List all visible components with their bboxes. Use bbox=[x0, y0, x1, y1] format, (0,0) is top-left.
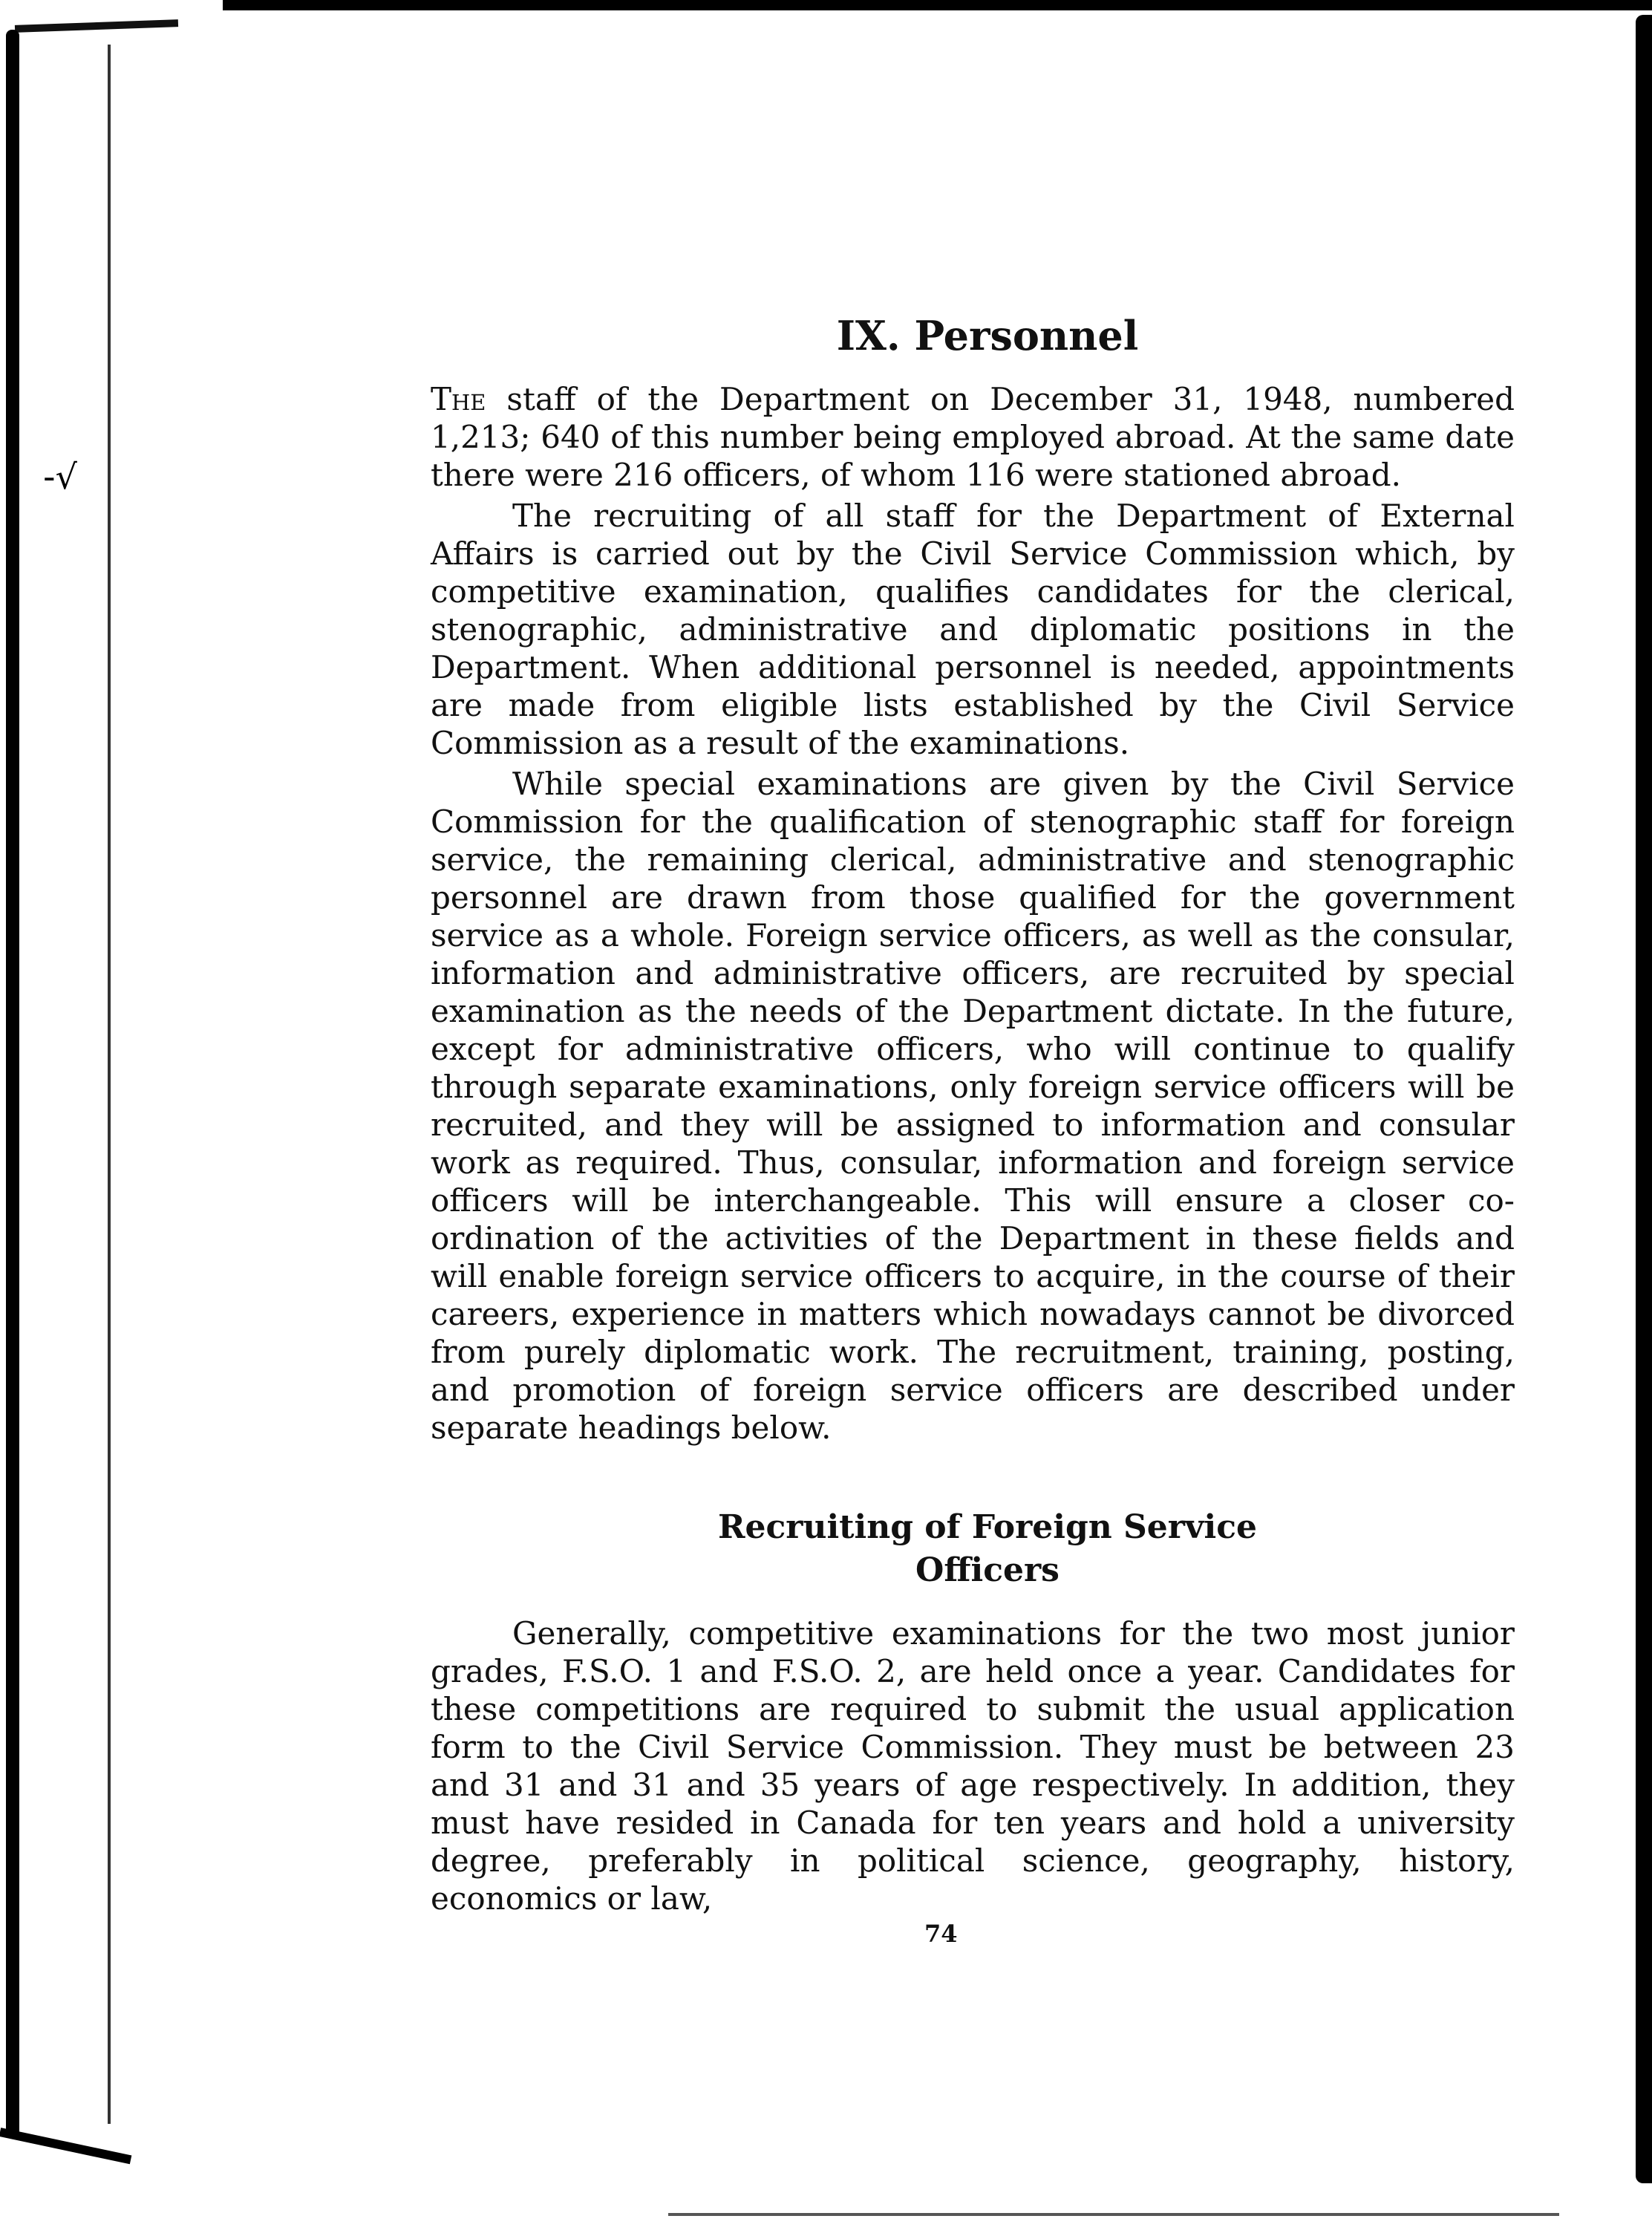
section-heading-line-1: Recruiting of Foreign Service bbox=[717, 1508, 1258, 1546]
page-edge-right bbox=[1636, 15, 1652, 2183]
page-edge-top bbox=[223, 0, 1652, 10]
section-paragraph: Generally, competitive examinations for the two most junior grades, F.S.O. 1 and F.S.O. 2, are held once a year. Candidates for these competitions are required to submit the usual application form to the Civil Service Commission. They must be between 23 and 31 and 31 and 35 years of age respectively. In addition, they must have resided in Canada for ten years and hold a university degree, preferably in political science, geography, history, economics or law, bbox=[431, 1615, 1515, 1917]
paragraph-1-text: staff of the Department on December 31, 1948, numbered 1,213; 640 of this number being employed abroad. At the same date there were 216 officers, of whom 116 were stationed abroad. bbox=[431, 381, 1515, 493]
section-heading-line-2: Officers bbox=[915, 1551, 1060, 1589]
page-edge-bottom-left bbox=[0, 2128, 131, 2164]
paragraph-1-lead: The bbox=[431, 381, 486, 417]
page-edge-bottom bbox=[668, 2213, 1559, 2216]
page-content bbox=[431, 312, 1515, 1917]
paragraph-3: While special examinations are given by the Civil Service Commission for the qualification of stenographic staff for foreign service, the remaining clerical, administrative and stenographic personnel are drawn from those qualified for the government service as a whole. Foreign service officers, as well as the consular, information and administrative officers, are recruited by special examination as the needs of the Department dictate. In the future, except for administrative officers, who will continue to qualify through separate examinations, only foreign service officers will be recruited, and they will be assigned to information and consular work as required. Thus, consular, information and foreign service officers will be interchangeable. This will ensure a closer co-ordination of the activities of the Department in these fields and will enable foreign service officers to acquire, in the course of their careers, experience in matters which nowadays cannot be divorced from purely diplomatic work. The recruitment, training, posting, and promotion of foreign service officers are described under separate headings below. bbox=[431, 766, 1515, 1446]
page-edge-left-inner bbox=[108, 45, 111, 2124]
page-edge-left bbox=[6, 30, 19, 2139]
paragraph-2: The recruiting of all staff for the Department of External Affairs is carried out by the Civil Service Commission which, by competitive examination, qualifies candidates for the clerical, stenographic, administrative and diplomatic positions in the Department. When additional personnel is needed, appointments are made from eligible lists established by the Civil Service Commission as a result of the examinations. bbox=[431, 498, 1515, 761]
chapter-title: IX. Personnel bbox=[836, 312, 1139, 359]
margin-check-mark: -√ bbox=[43, 457, 77, 497]
page-number: 74 bbox=[924, 1920, 958, 1948]
section-heading bbox=[431, 1506, 1515, 1592]
page-edge-top-left bbox=[15, 19, 178, 33]
paragraph-1 bbox=[431, 380, 1515, 494]
